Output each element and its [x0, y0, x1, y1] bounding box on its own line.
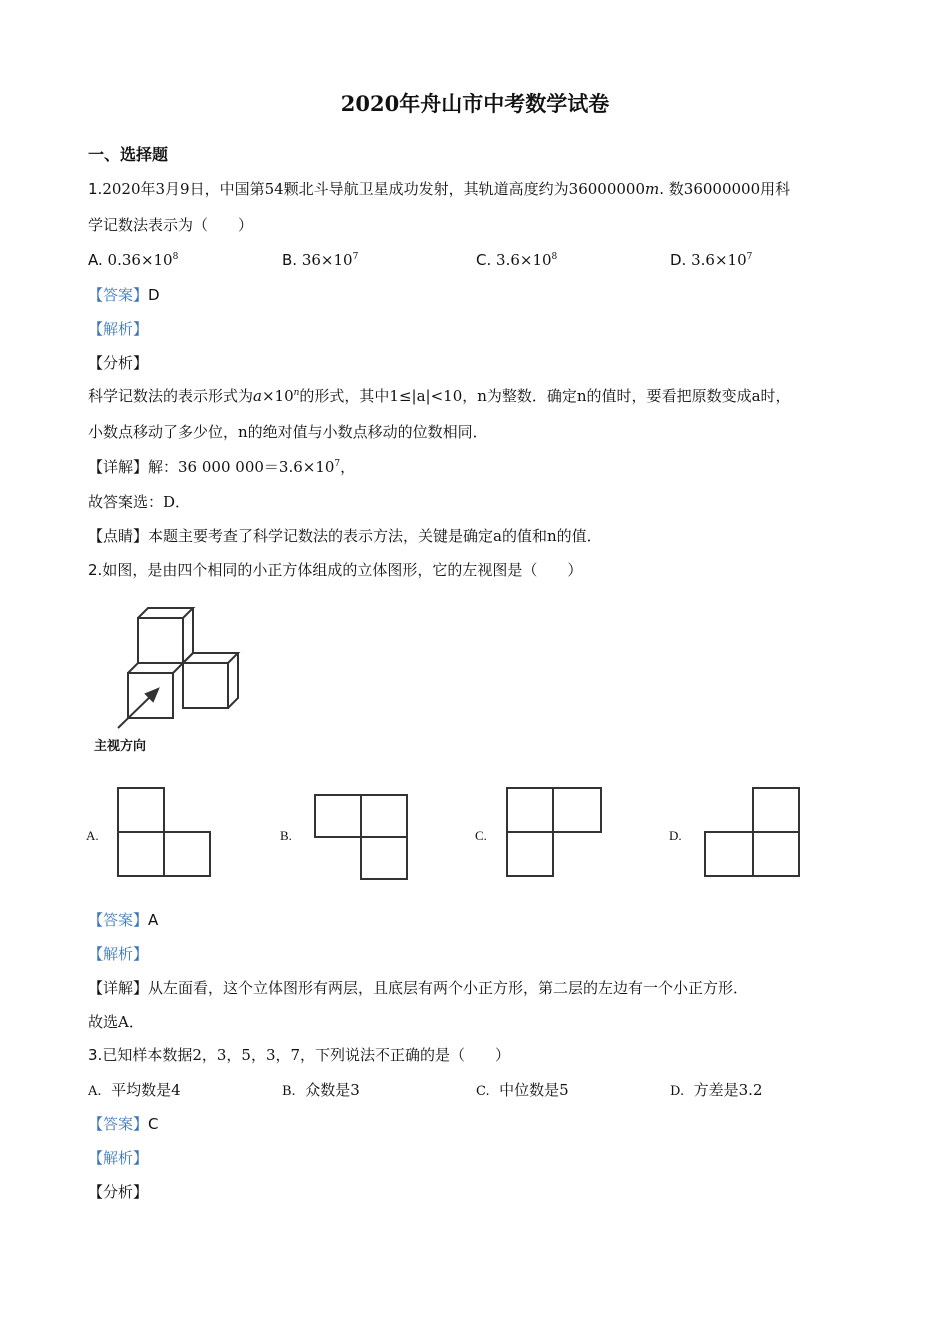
q2-figure-caption: 主视方向 — [94, 738, 147, 753]
q1-text-end: . 数36000000用科 — [659, 180, 791, 198]
q1-option-c: C. $3.6\times 10^8$ — [476, 251, 558, 269]
q3-jiexi-tag: 【解析】 — [88, 1149, 149, 1167]
answer-tag: 【答案】 — [88, 286, 149, 304]
q1-analysis-line2: 小数点移动了多少位，n的绝对值与小数点移动的位数相同． — [88, 423, 488, 441]
q3-fenxi-tag: 【分析】 — [88, 1183, 149, 1201]
q3-stem: 3.已知样本数据2，3，5，3，7，下列说法不正确的是（ ） — [88, 1046, 511, 1064]
q1-jiexi-tag: 【解析】 — [88, 320, 149, 338]
q2-option-b-label: B. — [280, 828, 292, 843]
q2-option-a-label: A. — [86, 828, 99, 843]
q1-note: 【点睛】本题主要考查了科学记数法的表示方法，关键是确定a的值和n的值． — [88, 527, 602, 545]
q1-analysis-line1: 科学记数法的表示形式为$a\times 10^n$的形式，其中1≤|a|<10，n为整数．确定n的值时，要看把原数变成a时， — [88, 387, 791, 405]
q1-option-a: A. $0.36\times 10^8$ — [88, 251, 179, 269]
q3-option-b: B. 众数是3 — [282, 1081, 360, 1099]
q1-stem-line2: 学记数法表示为（ ） — [88, 216, 254, 234]
q3-answer: 【答案】C — [88, 1115, 159, 1133]
q1-fenxi-tag: 【分析】 — [88, 354, 149, 372]
q2-option-d-label: D. — [669, 828, 682, 843]
answer-value: D — [148, 286, 160, 304]
q2-jiexi-tag: 【解析】 — [88, 945, 149, 963]
q1-answer — [88, 284, 160, 306]
q2-detail: 【详解】从左面看，这个立体图形有两层，且底层有两个小正方形，第二层的左边有一个小正方形． — [88, 979, 749, 997]
q3-option-d: D. 方差是3.2 — [670, 1081, 763, 1099]
q1-option-d: D. $3.6\times 10^7$ — [670, 251, 753, 269]
q2-conclusion: 故选A． — [88, 1013, 144, 1031]
q1-conclusion: 故答案选：D． — [88, 493, 191, 511]
q3-option-c: C. 中位数是5 — [476, 1081, 569, 1099]
q1-unit: m — [645, 180, 660, 198]
q2-option-c-label: C. — [475, 828, 487, 843]
q2-answer: 【答案】A — [88, 911, 159, 929]
q1-stem-line1 — [88, 178, 790, 200]
q2-stem: 2.如图，是由四个相同的小正方体组成的立体图形，它的左视图是（ ） — [88, 561, 583, 579]
q3-option-a: A. 平均数是4 — [88, 1081, 181, 1099]
q1-detail: 【详解】解：36 000 $000=3.6\times 10^7$， — [88, 458, 356, 476]
q1-number: 1. — [88, 180, 103, 198]
q1-text: 2020年3月9日，中国第54颗北斗导航卫星成功发射，其轨道高度约为36000000 — [102, 180, 646, 198]
section-heading: 一、选择题 — [88, 145, 169, 164]
q1-option-b: B. $36\times 10^7$ — [282, 251, 359, 269]
page-title: 2020年舟山市中考数学试卷 — [340, 91, 610, 116]
